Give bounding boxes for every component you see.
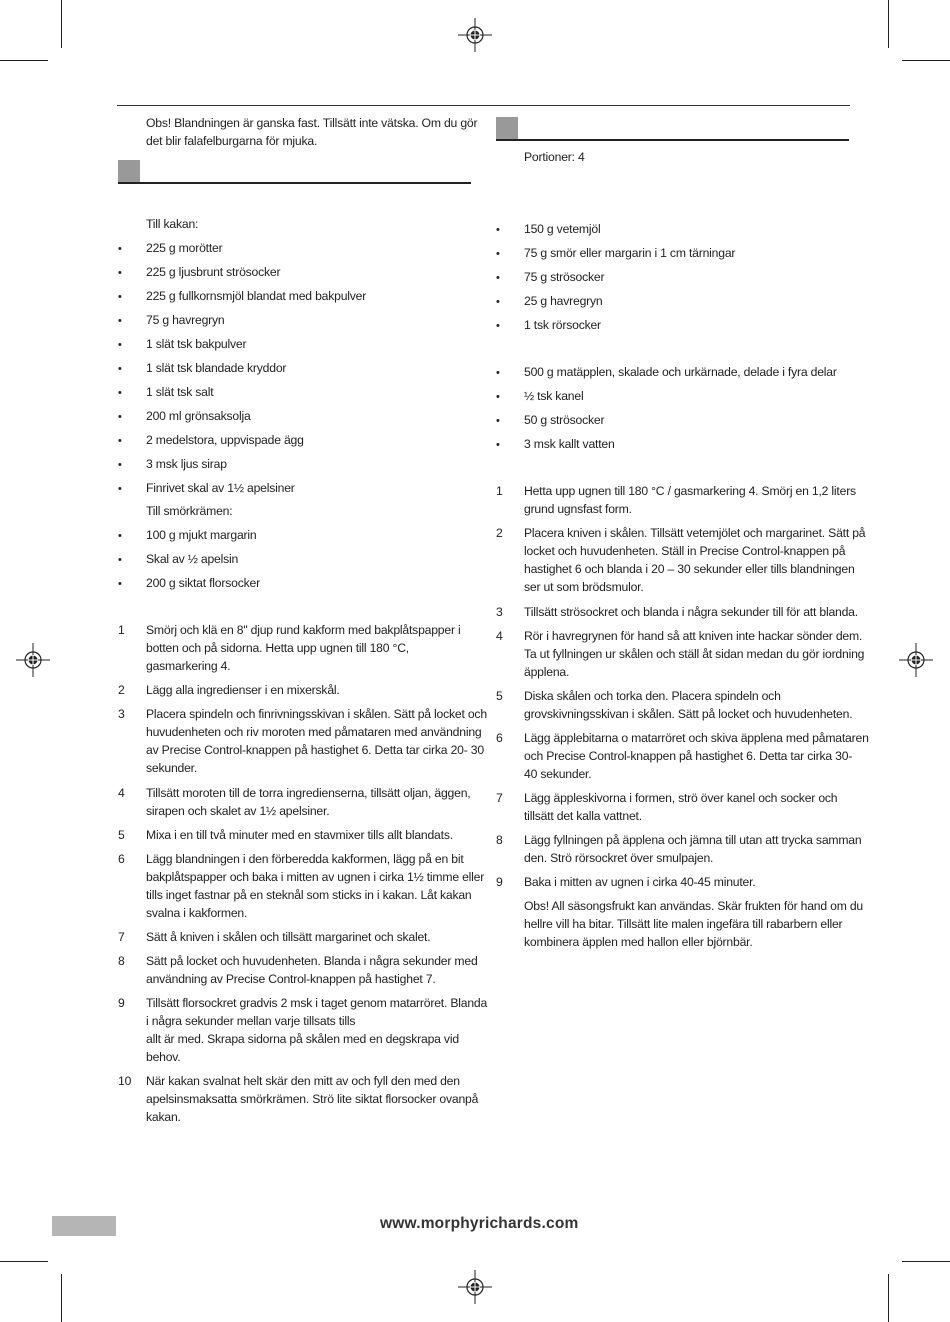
- ingredient-item: 2 medelstora, uppvispade ägg: [146, 433, 304, 447]
- bullet-icon: •: [118, 530, 122, 542]
- portions: Portioner: 4: [524, 150, 585, 164]
- step-text: Lägg fyllningen på äpplena och jämna till utan att trycka samman den. Strö rörsockret över smulpajen.: [524, 833, 862, 865]
- falafel-note: Obs! Blandningen är ganska fast. Tillsätt inte vätska. Om du gör det blir falafelburgarna för mjuka.: [146, 116, 478, 148]
- ingredient-item: 100 g mjukt margarin: [146, 528, 257, 542]
- step-text: Tillsätt florsockret gradvis 2 msk i taget genom matarröret. Blanda i några sekunder mellan varje tillsats tills allt är med. Skrapa sidorna på skålen med en degskrapa vid behov.: [146, 996, 488, 1064]
- step-number: 2: [496, 526, 503, 540]
- bullet-icon: •: [118, 483, 122, 495]
- ingredient-item: 150 g vetemjöl: [524, 222, 601, 236]
- step-number: 2: [118, 683, 125, 697]
- step-text: Placera spindeln och finrivningsskivan i skålen. Sätt på locket och huvudenheten och riv moroten med påmataren med användning av Precise Control-knappen på hastighet 6. Detta tar cirka 20- 30 sekunder.: [146, 707, 487, 775]
- ingredient-item: 225 g ljusbrunt strösocker: [146, 265, 281, 279]
- bullet-icon: •: [496, 248, 500, 260]
- ingredient-item: 50 g strösocker: [524, 413, 605, 427]
- step-text: Sätt på locket och huvudenheten. Blanda i några sekunder med användning av Precise Control-knappen på hastighet 7.: [146, 954, 478, 986]
- ingredient-item: Finrivet skal av 1½ apelsiner: [146, 481, 295, 495]
- bullet-icon: •: [118, 291, 122, 303]
- ingredient-item: 25 g havregryn: [524, 294, 603, 308]
- step-text: Baka i mitten av ugnen i cirka 40-45 minuter.: [524, 875, 756, 889]
- ingredient-item: 200 g siktat florsocker: [146, 576, 260, 590]
- bullet-icon: •: [118, 554, 122, 566]
- step-number: 5: [118, 828, 125, 842]
- step-text: Diska skålen och torka den. Placera spindeln och grovskivningsskivan i skålen. Sätt på locket och huvudenheten.: [524, 689, 853, 721]
- ingredient-item: 225 g fullkornsmjöl blandat med bakpulver: [146, 289, 367, 303]
- step-text: Lägg äppleskivorna i formen, strö över kanel och socker och tillsätt det kalla vattnet.: [524, 791, 838, 823]
- bullet-icon: •: [118, 459, 122, 471]
- step-text: Smörj och klä en 8" djup rund kakform med bakplåtspapper i botten och på sidorna. Hetta upp ugnen till 180 °C, gasmarkering 4.: [146, 623, 461, 673]
- bullet-icon: •: [118, 339, 122, 351]
- bullet-icon: •: [118, 363, 122, 375]
- season-note: Obs! All säsongsfrukt kan användas. Skär frukten för hand om du hellre vill ha bitar. Tillsätt lite malen ingefära till rabarbern eller kombinera äpplen med hallon eller björnbär.: [524, 899, 863, 949]
- bullet-icon: •: [118, 387, 122, 399]
- ingredient-item: 3 msk kallt vatten: [524, 437, 615, 451]
- step-number: 7: [118, 930, 125, 944]
- ingredient-item: 75 g strösocker: [524, 270, 605, 284]
- bullet-icon: •: [118, 435, 122, 447]
- cream-label: Till smörkrämen:: [146, 504, 233, 518]
- step-number: 3: [118, 707, 125, 721]
- ingredient-item: 1 tsk rörsocker: [524, 318, 601, 332]
- ingredient-item: 75 g havregryn: [146, 313, 225, 327]
- step-text: Tillsätt strösockret och blanda i några sekunder till för att blanda.: [524, 605, 858, 619]
- ingredient-item: 500 g matäpplen, skalade och urkärnade, delade i fyra delar: [524, 365, 837, 379]
- step-text: Lägg alla ingredienser i en mixerskål.: [146, 683, 340, 697]
- bullet-icon: •: [496, 415, 500, 427]
- bullet-icon: •: [496, 296, 500, 308]
- step-number: 9: [118, 996, 125, 1010]
- ingredient-item: 1 slät tsk blandade kryddor: [146, 361, 287, 375]
- step-number: 7: [496, 791, 503, 805]
- step-text: Hetta upp ugnen till 180 °C / gasmarkering 4. Smörj en 1,2 liters grund ugnsfast form.: [524, 484, 856, 516]
- ingredient-item: ½ tsk kanel: [524, 389, 584, 403]
- step-text: Rör i havregrynen för hand så att kniven inte hackar sönder dem. Ta ut fyllningen ur skålen och ställ åt sidan medan du gör iordning äpplena.: [524, 629, 865, 679]
- bullet-icon: •: [496, 224, 500, 236]
- step-number: 8: [496, 833, 503, 847]
- step-text: När kakan svalnat helt skär den mitt av och fyll den med den apelsinsmaksatta smörkrämen. Strö lite siktat florsocker ovanpå kakan.: [146, 1074, 479, 1124]
- step-number: 8: [118, 954, 125, 968]
- bullet-icon: •: [496, 272, 500, 284]
- bullet-icon: •: [496, 391, 500, 403]
- step-text: Lägg blandningen i den förberedda kakformen, lägg på en bit bakplåtspapper och baka i mitten av ugnen i cirka 1½ timme eller tills inget fastnar på en steknål som sticks in i kakan. Låt kakan svalna i kakformen.: [146, 852, 485, 920]
- step-text: Mixa i en till två minuter med en stavmixer tills allt blandats.: [146, 828, 453, 842]
- step-number: 4: [118, 786, 125, 800]
- bullet-icon: •: [118, 267, 122, 279]
- bullet-icon: •: [496, 320, 500, 332]
- step-number: 1: [496, 484, 503, 498]
- step-number: 6: [118, 852, 125, 866]
- ingredient-item: 225 g morötter: [146, 241, 223, 255]
- bullet-icon: •: [118, 578, 122, 590]
- step-text: Placera kniven i skålen. Tillsätt vetemjölet och margarinet. Sätt på locket och huvudenheten. Ställ in Precise Control-knappen på hastighet 6 och blanda i 20 – 30 sekunder eller tills blandningen ser ut som brödsmulor.: [524, 526, 866, 594]
- ingredient-item: 1 slät tsk salt: [146, 385, 214, 399]
- bullet-icon: •: [496, 367, 500, 379]
- ingredient-item: 200 ml grönsaksolja: [146, 409, 251, 423]
- ingredient-item: 3 msk ljus sirap: [146, 457, 227, 471]
- bullet-icon: •: [118, 411, 122, 423]
- ingredient-item: 1 slät tsk bakpulver: [146, 337, 247, 351]
- cake-label: Till kakan:: [146, 217, 199, 231]
- step-number: 1: [118, 623, 125, 637]
- step-text: Tillsätt moroten till de torra ingredienserna, tillsätt oljan, äggen, sirapen och skalet av 1½ apelsiner.: [146, 786, 471, 818]
- step-text: Lägg äpplebitarna o matarröret och skiva äpplena med påmataren och Precise Control-knappen på hastighet 6. Detta tar cirka 30- 40 sekunder.: [524, 731, 869, 781]
- step-number: 9: [496, 875, 503, 889]
- ingredient-item: Skal av ½ apelsin: [146, 552, 239, 566]
- footer-url[interactable]: www.morphyrichards.com: [380, 1215, 579, 1232]
- step-number: 3: [496, 605, 503, 619]
- bullet-icon: •: [118, 243, 122, 255]
- step-number: 4: [496, 629, 503, 643]
- bullet-icon: •: [118, 315, 122, 327]
- bullet-icon: •: [496, 439, 500, 451]
- step-text: Sätt å kniven i skålen och tillsätt margarinet och skalet.: [146, 930, 431, 944]
- ingredient-item: 75 g smör eller margarin i 1 cm tärningar: [524, 246, 736, 260]
- step-number: 10: [118, 1074, 132, 1088]
- step-number: 6: [496, 731, 503, 745]
- page-number-tab: [52, 1216, 116, 1236]
- step-number: 5: [496, 689, 503, 703]
